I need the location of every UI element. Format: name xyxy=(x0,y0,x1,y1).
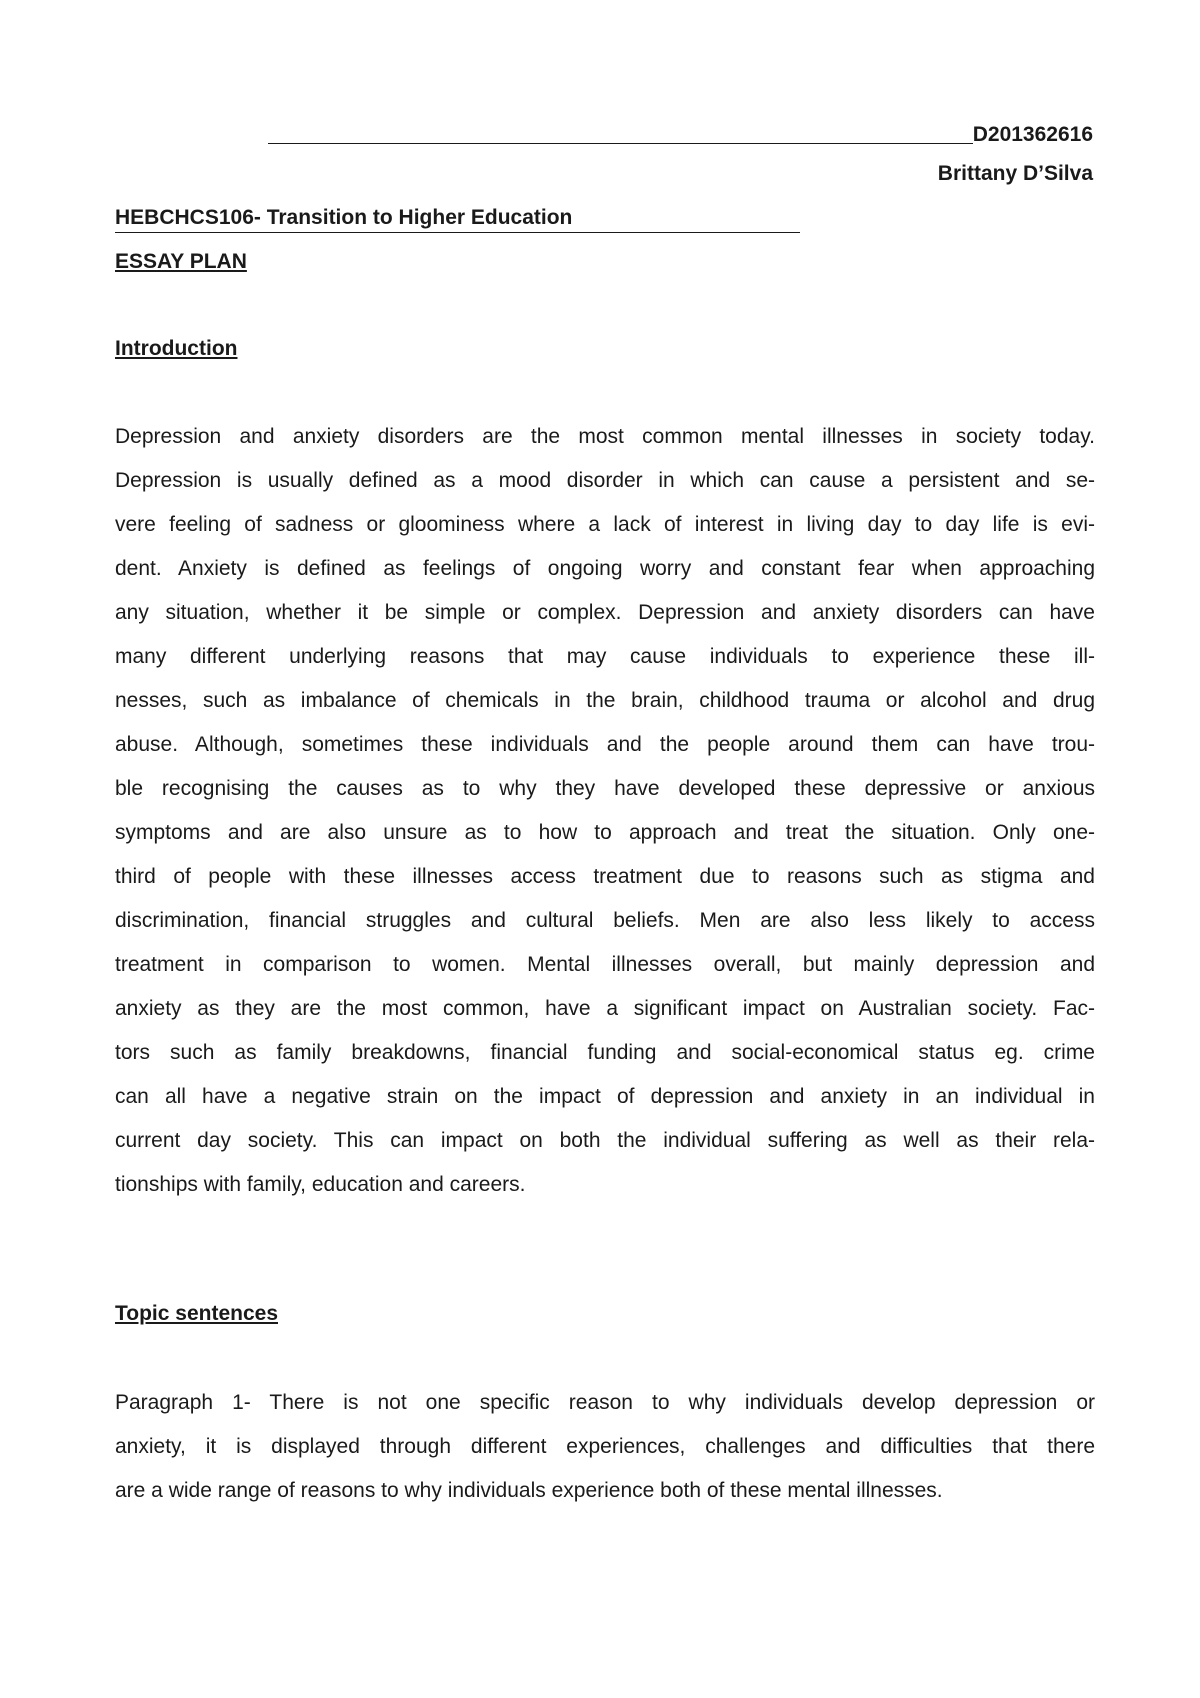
introduction-line: current day society. This can impact on both the individual suffering as well as their rela- xyxy=(115,1129,1095,1152)
introduction-line: tors such as family breakdowns, financial funding and social-economical status eg. crime xyxy=(115,1041,1095,1064)
introduction-line: nesses, such as imbalance of chemicals in the brain, childhood trauma or alcohol and drug xyxy=(115,689,1095,712)
introduction-line: many different underlying reasons that may cause individuals to experience these ill- xyxy=(115,645,1095,668)
introduction-line: Depression and anxiety disorders are the most common mental illnesses in society today. xyxy=(115,425,1095,448)
introduction-line: third of people with these illnesses access treatment due to reasons such as stigma and xyxy=(115,865,1095,888)
paragraph-1-line: anxiety, it is displayed through different experiences, challenges and difficulties that there xyxy=(115,1435,1095,1458)
introduction-line: symptoms and are also unsure as to how to approach and treat the situation. Only one- xyxy=(115,821,1095,844)
introduction-line: ble recognising the causes as to why they have developed these depressive or anxious xyxy=(115,777,1095,800)
introduction-line: abuse. Although, sometimes these individuals and the people around them can have trou- xyxy=(115,733,1095,756)
paragraph-1-line: are a wide range of reasons to why individuals experience both of these mental illnesses. xyxy=(115,1479,943,1502)
header-id-line xyxy=(268,122,1093,148)
introduction-paragraph xyxy=(115,415,1095,1207)
introduction-line: dent. Anxiety is defined as feelings of ongoing worry and constant fear when approaching xyxy=(115,557,1095,580)
document-title: ESSAY PLAN xyxy=(115,250,247,273)
introduction-line: vere feeling of sadness or gloominess where a lack of interest in living day to day life is evi- xyxy=(115,513,1095,536)
header-rule xyxy=(268,143,973,144)
introduction-heading: Introduction xyxy=(115,337,238,360)
paragraph-1-line: Paragraph 1- There is not one specific reason to why individuals develop depression or xyxy=(115,1391,1095,1414)
introduction-line: treatment in comparison to women. Mental illnesses overall, but mainly depression and xyxy=(115,953,1095,976)
introduction-line: any situation, whether it be simple or complex. Depression and anxiety disorders can have xyxy=(115,601,1095,624)
paragraph-1-topic-sentence xyxy=(115,1381,1095,1513)
unit-title: HEBCHCS106- Transition to Higher Education xyxy=(115,205,800,233)
introduction-line: Depression is usually defined as a mood disorder in which can cause a persistent and se- xyxy=(115,469,1095,492)
introduction-line: tionships with family, education and careers. xyxy=(115,1173,526,1196)
introduction-line: anxiety as they are the most common, have a significant impact on Australian society. Fac- xyxy=(115,997,1095,1020)
topic-sentences-heading: Topic sentences xyxy=(115,1302,278,1325)
student-id: D201362616 xyxy=(972,123,1093,146)
introduction-line: can all have a negative strain on the impact of depression and anxiety in an individual in xyxy=(115,1085,1095,1108)
introduction-line: discrimination, financial struggles and cultural beliefs. Men are also less likely to access xyxy=(115,909,1095,932)
student-name: Brittany D’Silva xyxy=(937,162,1093,185)
